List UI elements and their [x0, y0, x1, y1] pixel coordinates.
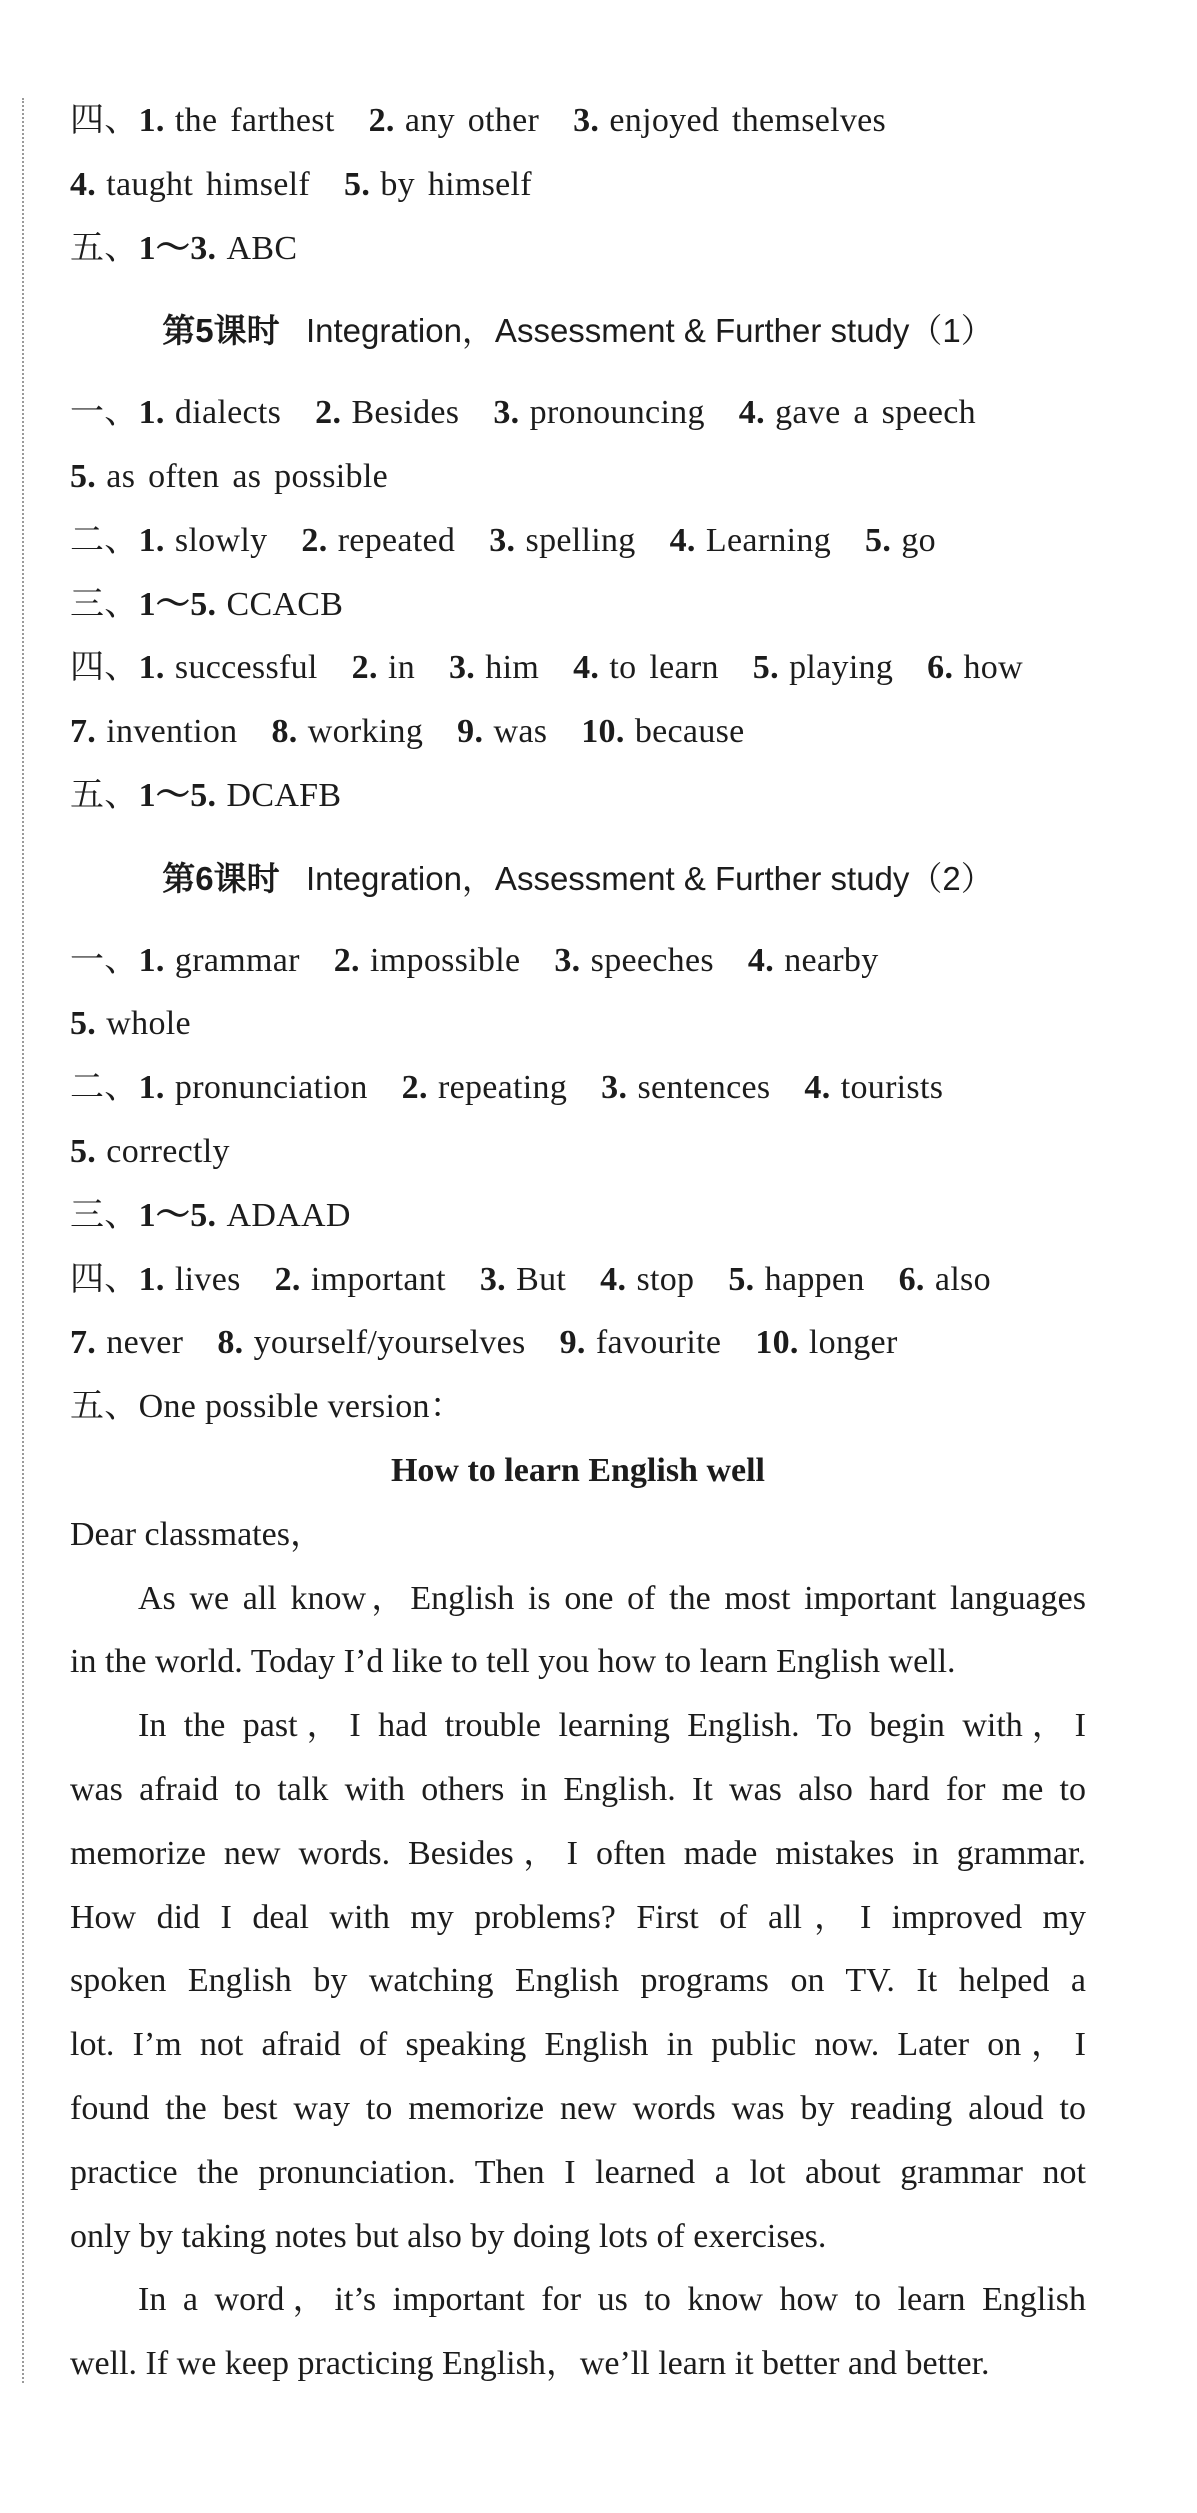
- item-answer: never: [106, 1324, 184, 1362]
- item-number: 1～5.: [138, 1196, 217, 1234]
- item-number: 4.: [669, 521, 696, 559]
- item-answer: him: [485, 649, 540, 687]
- answer-line: [70, 1248, 1086, 1312]
- item-number: 9.: [559, 1324, 586, 1362]
- answer-item: [449, 636, 539, 700]
- answer-item: [271, 700, 423, 764]
- answer-item: [139, 1184, 351, 1248]
- item-answer: nearby: [784, 941, 879, 979]
- item-answer: ADAAD: [226, 1196, 351, 1234]
- item-answer: spelling: [525, 521, 636, 559]
- item-number: 3.: [601, 1069, 628, 1107]
- exercise-group: [70, 764, 1086, 828]
- answer-item: [670, 509, 831, 573]
- exercise-label: 四、: [70, 1260, 139, 1298]
- item-answer: because: [634, 713, 745, 751]
- writing-intro: One possible version：: [138, 1388, 465, 1426]
- item-number: 2.: [351, 649, 378, 687]
- answer-item: [739, 381, 976, 445]
- item-number: 1～5.: [138, 585, 217, 623]
- item-answer: longer: [808, 1324, 898, 1362]
- item-number: 5.: [728, 1260, 755, 1298]
- item-answer: correctly: [106, 1132, 230, 1170]
- item-number: 5.: [752, 649, 779, 687]
- item-number: 3.: [554, 941, 581, 979]
- item-answer: to learn: [609, 649, 719, 687]
- lesson-5-answers: [70, 299, 1086, 827]
- item-number: 5.: [70, 457, 97, 495]
- dotted-margin-line: [22, 98, 24, 2383]
- item-answer: also: [934, 1260, 991, 1298]
- item-answer: favourite: [595, 1324, 722, 1362]
- item-number: 1～5.: [138, 776, 217, 814]
- essay-body: [70, 1567, 1086, 2396]
- essay-line: was afraid to talk with others in English. It was also hard for me to: [70, 1770, 1086, 1808]
- answer-line: [70, 764, 1086, 828]
- item-answer: repeated: [337, 521, 456, 559]
- answer-item: [581, 700, 744, 764]
- exercise-group: [70, 573, 1086, 637]
- item-number: 7.: [70, 1324, 97, 1362]
- answer-item: [927, 636, 1023, 700]
- item-answer: But: [516, 1260, 567, 1298]
- item-number: 3.: [489, 521, 516, 559]
- answer-item: [748, 929, 879, 993]
- item-number: 4.: [70, 165, 97, 203]
- answer-item: [139, 89, 335, 153]
- item-answer: by himself: [380, 165, 532, 203]
- lesson-heading: [70, 847, 1086, 911]
- writing-intro-line: [70, 1375, 1086, 1439]
- essay-line: How did I deal with my problems? First of all，I improved my: [70, 1898, 1086, 1936]
- exercise-label: 三、: [70, 585, 139, 623]
- exercise-group: [70, 929, 1086, 1057]
- answer-item: [573, 636, 719, 700]
- answer-item: [753, 636, 893, 700]
- item-number: 3.: [493, 394, 520, 432]
- essay-line: found the best way to memorize new words was by reading aloud to: [70, 2089, 1086, 2127]
- item-answer: slowly: [174, 521, 268, 559]
- exercise-label: 三、: [70, 1196, 139, 1234]
- lesson-number: 第5课时: [162, 312, 280, 350]
- answer-item: [139, 381, 282, 445]
- essay-paragraph: [70, 2268, 1086, 2396]
- item-answer: successful: [174, 649, 318, 687]
- answer-item: [352, 636, 415, 700]
- answer-item: [865, 509, 936, 573]
- essay-line: well. If we keep practicing English，we’ll learn it better and better.: [70, 2345, 990, 2383]
- answer-line: [70, 381, 1086, 445]
- exercise-group: [70, 1184, 1086, 1248]
- exercise-label: 五、: [70, 229, 139, 267]
- answer-item: [139, 1056, 368, 1120]
- lesson-number: 第6课时: [162, 859, 280, 897]
- item-answer: CCACB: [226, 585, 344, 623]
- exercise-group: [70, 1248, 1086, 1376]
- answer-line: [70, 929, 1086, 993]
- item-number: 2.: [274, 1260, 301, 1298]
- writing-answer: [70, 1375, 1086, 2396]
- answer-item: [139, 636, 318, 700]
- item-number: 10.: [755, 1324, 799, 1362]
- item-number: 7.: [70, 713, 97, 751]
- exercise-label: 四、: [70, 649, 139, 687]
- lesson-6-answers: [70, 847, 1086, 2396]
- item-number: 2.: [368, 102, 395, 139]
- item-answer: stop: [636, 1260, 695, 1298]
- answer-item: [315, 381, 459, 445]
- answer-item: [70, 700, 237, 764]
- item-number: 3.: [449, 649, 476, 687]
- item-number: 10.: [581, 713, 625, 751]
- answer-item: [457, 700, 547, 764]
- lesson-heading: [70, 299, 1086, 363]
- item-number: 4.: [804, 1069, 831, 1107]
- item-number: 1～3.: [138, 229, 217, 267]
- item-number: 9.: [457, 713, 484, 751]
- answer-item: [70, 153, 310, 217]
- item-answer: yourself/yourselves: [253, 1324, 526, 1362]
- exercise-label: 五、: [70, 1388, 139, 1426]
- exercise-group: [70, 1056, 1086, 1184]
- item-number: 2.: [333, 941, 360, 979]
- essay-title: How to learn English well: [390, 1451, 766, 1489]
- item-answer: pronouncing: [529, 394, 705, 432]
- answer-item: [601, 1056, 770, 1120]
- item-number: 4.: [747, 941, 775, 979]
- essay-line: practice the pronunciation. Then I learned a lot about grammar not: [70, 2153, 1086, 2191]
- item-answer: invention: [106, 713, 238, 751]
- item-answer: go: [901, 521, 936, 559]
- exercise-label: 四、: [70, 102, 139, 139]
- item-number: 2.: [315, 394, 342, 432]
- item-answer: enjoyed themselves: [609, 102, 887, 139]
- answer-item: [402, 1056, 567, 1120]
- item-number: 4.: [738, 394, 765, 432]
- answer-item: [139, 929, 300, 993]
- answer-line: [70, 700, 1086, 764]
- item-answer: important: [310, 1260, 446, 1298]
- item-answer: pronunciation: [174, 1069, 368, 1107]
- item-answer: in: [387, 649, 415, 687]
- item-answer: repeating: [437, 1069, 568, 1107]
- exercise-group: [70, 89, 1086, 217]
- answer-item: [139, 1248, 241, 1312]
- answer-line: [70, 89, 1086, 153]
- item-answer: tourists: [840, 1069, 944, 1107]
- item-number: 5.: [865, 521, 892, 559]
- item-answer: lives: [174, 1260, 241, 1298]
- answer-line: [70, 217, 1086, 281]
- item-answer: was: [493, 713, 548, 751]
- item-number: 1.: [138, 941, 165, 979]
- item-answer: taught himself: [106, 165, 311, 203]
- item-answer: whole: [106, 1005, 191, 1043]
- answer-line: [70, 1056, 1086, 1120]
- answer-line: [70, 1120, 1086, 1184]
- item-number: 3.: [573, 102, 600, 139]
- item-answer: any other: [404, 102, 540, 139]
- item-answer: speeches: [590, 941, 714, 979]
- exercise-label: 二、: [70, 521, 139, 559]
- item-answer: grammar: [174, 941, 300, 979]
- exercise-group: [70, 509, 1086, 573]
- item-number: 5.: [70, 1132, 97, 1170]
- exercise-group: [70, 217, 1086, 281]
- item-answer: Besides: [351, 394, 460, 432]
- item-answer: gave a speech: [775, 394, 976, 432]
- item-number: 2.: [401, 1069, 428, 1107]
- answer-line: [70, 153, 1086, 217]
- answer-item: [275, 1248, 446, 1312]
- item-answer: how: [963, 649, 1023, 687]
- item-number: 8.: [271, 713, 298, 751]
- item-number: 2.: [301, 521, 328, 559]
- item-number: 5.: [70, 1005, 97, 1043]
- item-number: 6.: [927, 649, 954, 687]
- answer-item: [70, 1311, 183, 1375]
- item-answer: the farthest: [174, 102, 335, 139]
- answer-line: [70, 1311, 1086, 1375]
- exercise-group: [70, 636, 1086, 764]
- essay-line: In the past，I had trouble learning English. To begin with，I: [138, 1707, 1086, 1745]
- item-answer: impossible: [370, 941, 521, 979]
- answer-item: [334, 929, 521, 993]
- answer-item: [139, 217, 298, 281]
- item-number: 1.: [138, 521, 165, 559]
- answer-item: [560, 1311, 722, 1375]
- exercise-group: [70, 381, 1086, 509]
- answer-line: [70, 636, 1086, 700]
- answer-line: [70, 1184, 1086, 1248]
- answer-item: [70, 445, 388, 509]
- item-answer: happen: [764, 1260, 865, 1298]
- exercise-label: 一、: [70, 394, 139, 432]
- answer-item: [139, 509, 268, 573]
- essay-line: in the world. Today I’d like to tell you how to learn English well.: [70, 1643, 956, 1681]
- item-number: 3.: [479, 1260, 506, 1298]
- essay-line: memorize new words. Besides，I often made mistakes in grammar.: [70, 1834, 1086, 1872]
- answer-item: [70, 992, 191, 1056]
- essay-line: only by taking notes but also by doing lots of exercises.: [70, 2217, 827, 2255]
- essay-line: In a word，it’s important for us to know how to learn English: [138, 2281, 1086, 2319]
- item-number: 1.: [138, 649, 165, 687]
- essay-paragraph: [70, 1694, 1086, 2268]
- item-answer: sentences: [637, 1069, 771, 1107]
- answer-item: [217, 1311, 525, 1375]
- answer-line: [70, 445, 1086, 509]
- answer-item: [139, 764, 342, 828]
- item-answer: dialects: [174, 394, 282, 432]
- item-answer: working: [307, 713, 424, 751]
- previous-lesson-answers: [70, 89, 1086, 280]
- item-number: 4.: [600, 1260, 627, 1298]
- answer-item: [804, 1056, 943, 1120]
- answer-item: [70, 1120, 230, 1184]
- answer-item: [369, 89, 540, 153]
- item-number: 1.: [138, 394, 165, 432]
- page-content: [70, 89, 1086, 2396]
- item-number: 5.: [344, 165, 371, 203]
- answer-item: [600, 1248, 694, 1312]
- item-answer: as often as possible: [106, 457, 388, 495]
- answer-item: [728, 1248, 864, 1312]
- answer-item: [480, 1248, 566, 1312]
- answer-item: [554, 929, 714, 993]
- item-answer: DCAFB: [226, 776, 342, 814]
- essay-line: lot. I’m not afraid of speaking English in public now. Later on，I: [70, 2026, 1086, 2064]
- lesson-title: Integration，Assessment & Further study（2）: [305, 859, 994, 897]
- item-number: 1.: [138, 1069, 165, 1107]
- answer-item: [899, 1248, 991, 1312]
- item-number: 8.: [217, 1324, 244, 1362]
- item-number: 6.: [898, 1260, 925, 1298]
- item-number: 1.: [138, 102, 165, 139]
- answer-line: [70, 992, 1086, 1056]
- exercise-label: 一、: [70, 941, 139, 979]
- exercise-label: 五、: [70, 776, 139, 814]
- item-answer: Learning: [705, 521, 832, 559]
- answer-item: [301, 509, 455, 573]
- answer-item: [489, 509, 635, 573]
- essay-paragraph: [70, 1567, 1086, 1695]
- answer-line: [70, 573, 1086, 637]
- item-answer: playing: [789, 649, 894, 687]
- lesson-exercises: [70, 929, 1086, 1376]
- answer-item: [344, 153, 532, 217]
- item-answer: ABC: [226, 229, 298, 267]
- answer-item: [755, 1311, 897, 1375]
- answer-item: [139, 573, 344, 637]
- essay-greeting: Dear classmates，: [70, 1515, 324, 1553]
- answer-line: [70, 509, 1086, 573]
- answer-item: [573, 89, 886, 153]
- essay-line: spoken English by watching English programs on TV. It helped a: [70, 1962, 1086, 2000]
- lesson-title: Integration，Assessment & Further study（1）: [305, 312, 994, 350]
- item-number: 1.: [138, 1260, 165, 1298]
- exercise-label: 二、: [70, 1069, 139, 1107]
- item-number: 4.: [573, 649, 600, 687]
- essay-line: As we all know，English is one of the most important languages: [138, 1579, 1086, 1617]
- answer-item: [493, 381, 704, 445]
- lesson-exercises: [70, 381, 1086, 828]
